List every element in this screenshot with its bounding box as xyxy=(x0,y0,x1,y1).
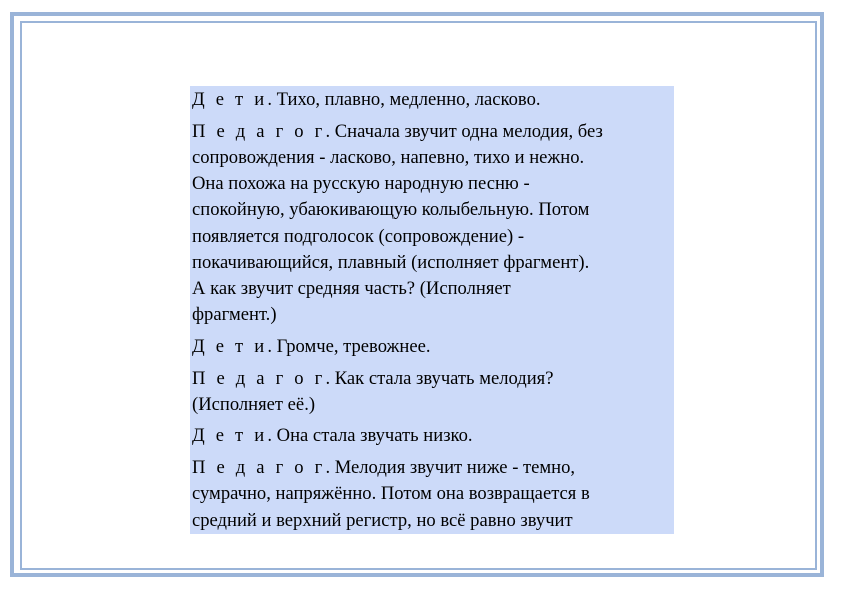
paragraph-line: спокойную, убаюкивающую колыбельную. Потом xyxy=(192,199,590,221)
paragraph-line: . Мелодия звучит ниже - темно, xyxy=(325,457,576,479)
paragraph-line: . Сначала звучит одна мелодия, без xyxy=(325,120,603,142)
paragraph-line: появляется подголосок (сопровождение) - xyxy=(192,225,525,247)
paragraph-line: Она похожа на русскую народную песню - xyxy=(192,173,530,195)
paragraph-line: . Тихо, плавно, медленно, ласково. xyxy=(267,89,541,110)
speaker-label: П е д а г о г xyxy=(192,457,326,479)
paragraph-line: . Громче, тревожнее. xyxy=(267,335,431,357)
dialogue-paragraph-3 xyxy=(190,334,674,360)
dialogue-paragraph-5 xyxy=(190,423,674,449)
paragraph-line: (Исполняет её.) xyxy=(192,393,316,415)
speaker-label: П е д а г о г xyxy=(192,367,326,389)
speaker-label: П е д а г о г xyxy=(192,120,326,142)
paragraph-line: . Она стала звучать низко. xyxy=(267,425,473,447)
paragraph-line: фрагмент.) xyxy=(192,304,277,326)
dialogue-text-box xyxy=(190,86,674,534)
paragraph-line: покачивающийся, плавный (исполняет фрагмент). xyxy=(192,251,590,273)
paragraph-line: сумрачно, напряжённо. Потом она возвращается в xyxy=(192,483,590,505)
paragraph-line: . Как стала звучать мелодия? xyxy=(325,367,554,389)
paragraph-line: средний и верхний регистр, но всё равно звучит xyxy=(192,509,573,531)
paragraph-line: сопровождения - ласково, напевно, тихо и нежно. xyxy=(192,146,585,168)
speaker-label: Д е т и xyxy=(192,89,268,110)
dialogue-paragraph-6 xyxy=(190,455,674,534)
paragraph-line: А как звучит средняя часть? (Исполняет xyxy=(192,277,511,299)
speaker-label: Д е т и xyxy=(192,425,268,447)
dialogue-paragraph-1 xyxy=(190,86,674,113)
dialogue-paragraph-2 xyxy=(190,119,674,329)
speaker-label: Д е т и xyxy=(192,335,268,357)
dialogue-paragraph-4 xyxy=(190,366,674,418)
